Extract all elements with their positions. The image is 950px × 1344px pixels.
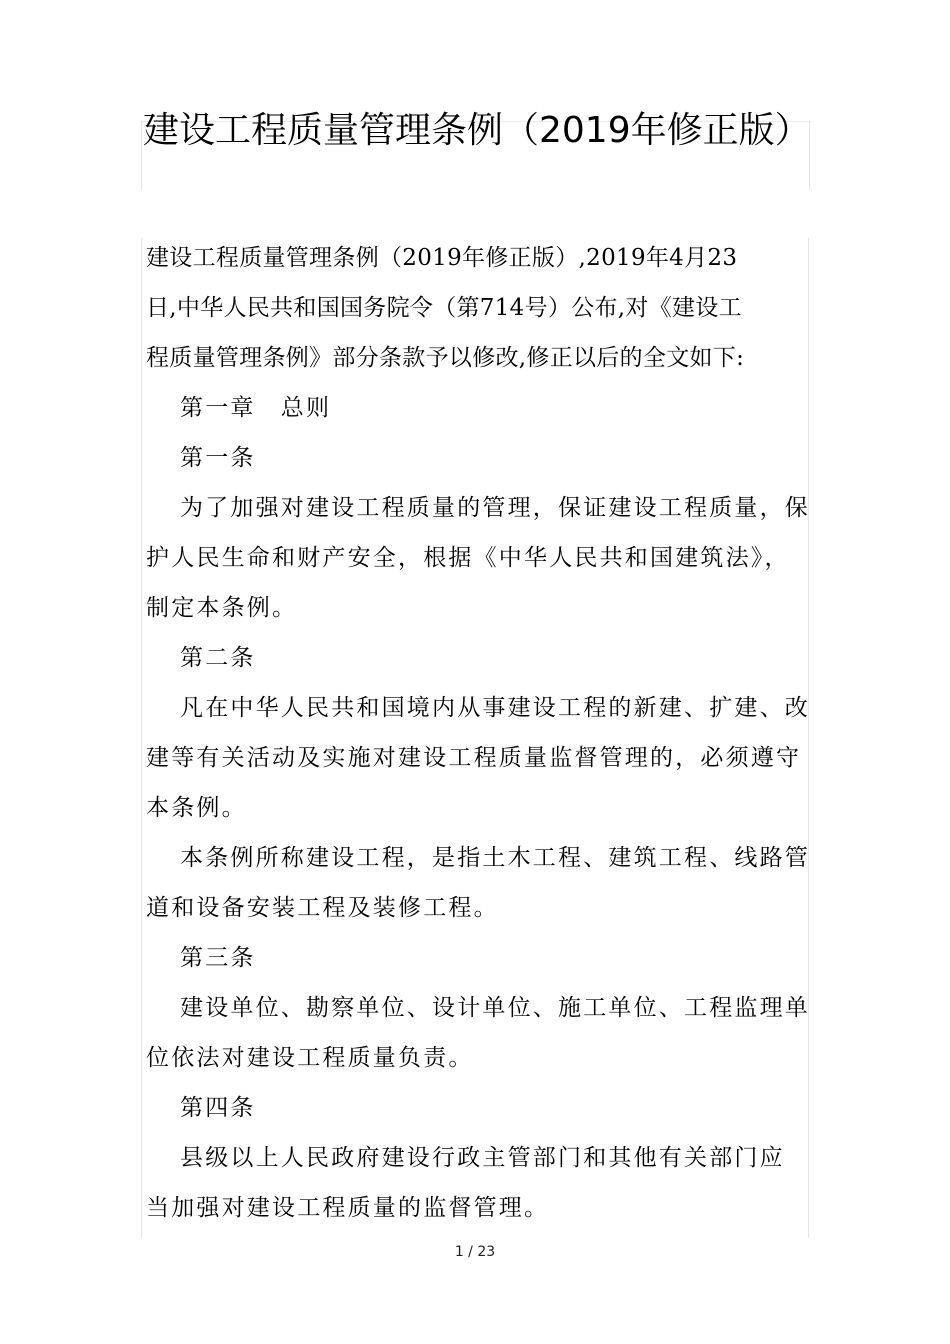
chapter-heading: 第一章 总则 [180, 395, 332, 421]
left-margin-rule [141, 238, 142, 1238]
paragraph-line: 制定本条例。 [146, 595, 298, 621]
paragraph-line: 本条例。 [146, 795, 247, 821]
paragraph-line: 当加强对建设工程质量的监督管理。 [146, 1195, 550, 1221]
right-margin-rule [808, 238, 809, 1238]
paragraph-line: 道和设备安装工程及装修工程。 [146, 895, 499, 921]
paragraph-line: 凡在中华人民共和国境内从事建设工程的新建、扩建、改 [180, 695, 810, 721]
paragraph-line: 建设单位、勘察单位、设计单位、施工单位、工程监理单 [180, 995, 810, 1021]
article-heading: 第一条 [180, 445, 256, 471]
article-heading: 第三条 [180, 945, 256, 971]
paragraph-line: 县级以上人民政府建设行政主管部门和其他有关部门应 [180, 1145, 785, 1171]
article-heading: 第二条 [180, 645, 256, 671]
intro-line-3: 程质量管理条例》部分条款予以修改,修正以后的全文如下: [146, 345, 745, 371]
article-heading: 第四条 [180, 1095, 256, 1121]
page-number: 1 / 23 [454, 1244, 496, 1260]
paragraph-line: 位依法对建设工程质量负责。 [146, 1045, 474, 1071]
document-title: 建设工程质量管理条例（2019年修正版） [143, 110, 811, 151]
paragraph-line: 本条例所称建设工程，是指土木工程、建筑工程、线路管 [180, 845, 810, 871]
paragraph-line: 为了加强对建设工程质量的管理，保证建设工程质量，保 [180, 495, 810, 521]
intro-line-1: 建设工程质量管理条例（2019年修正版）,2019年4月23 [146, 245, 738, 271]
intro-line-2: 日,中华人民共和国国务院令（第714号）公布,对《建设工 [146, 295, 742, 321]
paragraph-line: 建等有关活动及实施对建设工程质量监督管理的，必须遵守 [146, 745, 802, 771]
paragraph-line: 护人民生命和财产安全，根据《中华人民共和国建筑法》， [146, 545, 790, 571]
